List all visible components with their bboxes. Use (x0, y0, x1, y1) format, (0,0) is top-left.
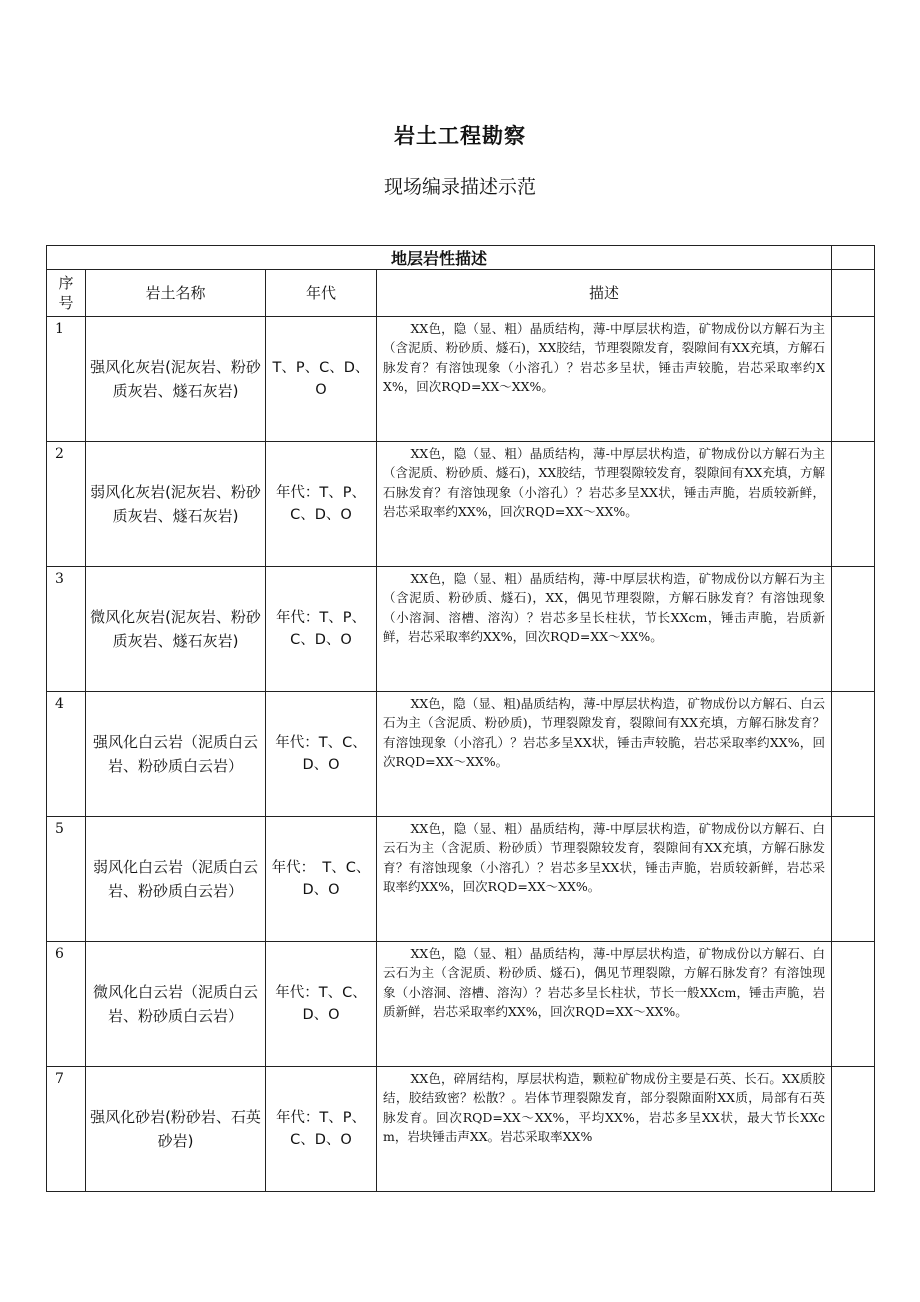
blank-cell (832, 270, 875, 317)
row-index: 1 (47, 317, 86, 442)
document-title: 岩土工程勘察 (394, 124, 526, 148)
table-row (47, 942, 875, 1067)
table-row (47, 317, 875, 442)
row-index: 2 (47, 442, 86, 567)
table-row (47, 692, 875, 817)
blank-cell (832, 1067, 875, 1192)
rock-era: 年代：T、C、D、O (266, 942, 377, 1067)
rock-name: 强风化砂岩(粉砂岩、石英砂岩) (86, 1067, 266, 1192)
rock-era: 年代：T、C、D、O (266, 692, 377, 817)
blank-cell (832, 942, 875, 1067)
row-index: 7 (47, 1067, 86, 1192)
rock-description: XX色，隐（显、粗）晶质结构，薄-中厚层状构造，矿物成份以方解石、白云石为主（含泥质、粉砂质、燧石)，偶见节理裂隙，方解石脉发育？有溶蚀现象（小溶洞、溶槽、溶沟）？岩芯多呈长柱状，节长一般XXcm，锤击声脆，岩质新鲜，岩芯采取率约XX%，回次RQD=XX～XX%。 (377, 942, 832, 1067)
row-index: 3 (47, 567, 86, 692)
rock-era: 年代： T、C、D、O (266, 817, 377, 942)
blank-cell (832, 442, 875, 567)
table-row (47, 567, 875, 692)
rock-name: 微风化白云岩（泥质白云岩、粉砂质白云岩） (86, 942, 266, 1067)
rock-name: 微风化灰岩(泥灰岩、粉砂质灰岩、燧石灰岩) (86, 567, 266, 692)
table-row (47, 442, 875, 567)
blank-cell (832, 567, 875, 692)
blank-cell (832, 817, 875, 942)
rock-name: 弱风化灰岩(泥灰岩、粉砂质灰岩、燧石灰岩) (86, 442, 266, 567)
header-index: 序号 (47, 270, 86, 317)
blank-cell (832, 692, 875, 817)
rock-name: 强风化白云岩（泥质白云岩、粉砂质白云岩） (86, 692, 266, 817)
rock-description: XX色，隐（显、粗）晶质结构，薄-中厚层状构造，矿物成份以方解石、白云石为主（含泥质、粉砂质）节理裂隙较发育，裂隙间有XX充填，方解石脉发育？有溶蚀现象（小溶孔）？岩芯多呈XX状，锤击声脆，岩质较新鲜，岩芯采取率约XX%，回次RQD=XX～XX%。 (377, 817, 832, 942)
rock-era: 年代：T、P、C、D、O (266, 442, 377, 567)
table-row (47, 1067, 875, 1192)
document-subtitle: 现场编录描述示范 (383, 176, 536, 198)
rock-description: XX色，碎屑结构，厚层状构造，颗粒矿物成份主要是石英、长石。XX质胶结，胶结致密？松散？。岩体节理裂隙发育，部分裂隙面附XX质，局部有石英脉发育。回次RQD=XX～XX%，平均XX%，岩芯多呈XX状，最大节长XXcm，岩块锤击声XX。岩芯采取率XX% (377, 1067, 832, 1192)
lithology-table (46, 245, 875, 1192)
rock-name: 强风化灰岩(泥灰岩、粉砂质灰岩、燧石灰岩) (86, 317, 266, 442)
header-era: 年代 (266, 270, 377, 317)
rock-description: XX色，隐（显、粗）晶质结构，薄-中厚层状构造，矿物成份以方解石为主（含泥质、粉砂质、燧石)，XX，偶见节理裂隙，方解石脉发育？有溶蚀现象（小溶洞、溶槽、溶沟）？岩芯多呈长柱状，节长XXcm，锤击声脆，岩质新鲜，岩芯采取率约XX%，回次RQD=XX～XX%。 (377, 567, 832, 692)
blank-cell (832, 246, 875, 270)
rock-name: 弱风化白云岩（泥质白云岩、粉砂质白云岩） (86, 817, 266, 942)
table-row (47, 817, 875, 942)
rock-description: XX色，隐（显、粗)晶质结构，薄-中厚层状构造，矿物成份以方解石、白云石为主（含泥质、粉砂质)，节理裂隙发育，裂隙间有XX充填，方解石脉发育？有溶蚀现象（小溶孔）？岩芯多呈XX状，锤击声较脆，岩芯采取率约XX%，回次RQD=XX～XX%。 (377, 692, 832, 817)
rock-description: XX色，隐（显、粗）晶质结构，薄-中厚层状构造，矿物成份以方解石为主（含泥质、粉砂质、燧石)，XX胶结，节理裂隙较发育，裂隙间有XX充填，方解石脉发育？有溶蚀现象（小溶孔）？岩芯多呈XX状，锤击声脆，岩质较新鲜，岩芯采取率约XX%，回次RQD=XX～XX%。 (377, 442, 832, 567)
row-index: 5 (47, 817, 86, 942)
rock-era: 年代：T、P、C、D、O (266, 1067, 377, 1192)
row-index: 4 (47, 692, 86, 817)
table-caption: 地层岩性描述 (47, 246, 832, 270)
header-description: 描述 (377, 270, 832, 317)
rock-era: 年代：T、P、C、D、O (266, 567, 377, 692)
blank-cell (832, 317, 875, 442)
rock-era: T、P、C、D、O (266, 317, 377, 442)
row-index: 6 (47, 942, 86, 1067)
rock-description: XX色，隐（显、粗）晶质结构，薄-中厚层状构造，矿物成份以方解石为主（含泥质、粉砂质、燧石)，XX胶结，节理裂隙发育，裂隙间有XX充填，方解石脉发育？有溶蚀现象（小溶孔）？岩芯多呈状，锤击声较脆，岩芯采取率约XX%，回次RQD=XX～XX%。 (377, 317, 832, 442)
header-name: 岩土名称 (86, 270, 266, 317)
